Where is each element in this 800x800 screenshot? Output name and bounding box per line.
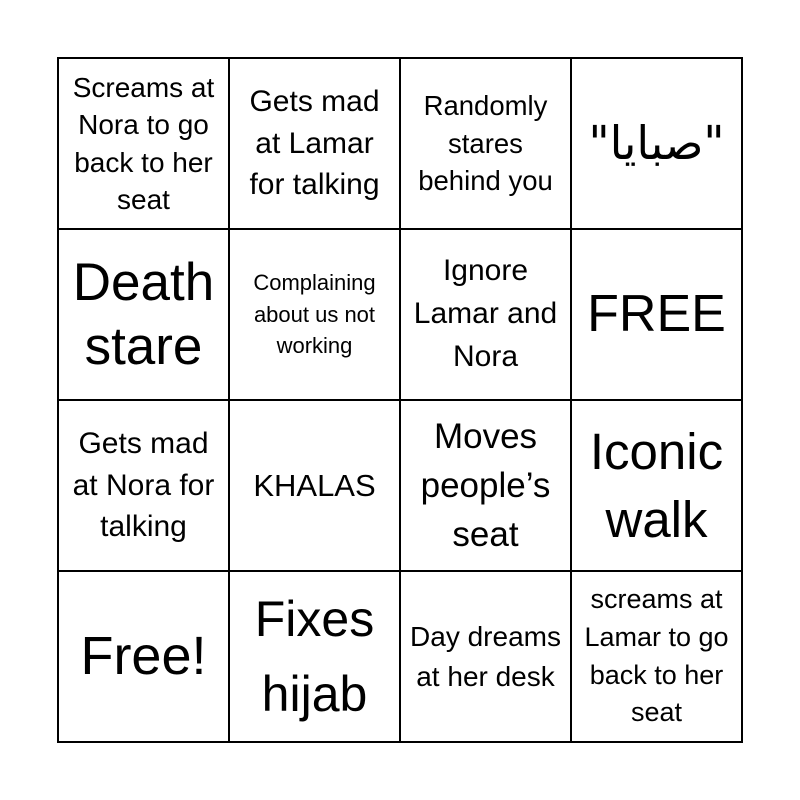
bingo-cell-r3c1[interactable] [58, 400, 229, 571]
bingo-cell-text: Iconic walk [589, 423, 724, 548]
bingo-cell-r1c2[interactable] [229, 58, 400, 229]
bingo-cell-text: Screams at Nora to go back to her seat [72, 72, 215, 215]
bingo-cell-r1c4[interactable] [571, 58, 742, 229]
bingo-cell-r2c3[interactable] [400, 229, 571, 400]
bingo-cell-r4c4[interactable] [571, 571, 742, 742]
bingo-cell-r2c4[interactable] [571, 229, 742, 400]
bingo-cell-text: Day dreams at her desk [410, 620, 561, 692]
bingo-cell-r3c4[interactable] [571, 400, 742, 571]
bingo-cell-r4c2[interactable] [229, 571, 400, 742]
bingo-card [57, 57, 743, 743]
bingo-cell-text: FREE [587, 284, 726, 343]
bingo-cell-text: Gets mad at Lamar for talking [249, 85, 380, 202]
bingo-cell-r4c3[interactable] [400, 571, 571, 742]
bingo-cell-text: KHALAS [253, 467, 376, 503]
bingo-cell-text: screams at Lamar to go back to her seat [584, 583, 729, 728]
bingo-cell-text: Complaining about us not working [253, 269, 376, 359]
bingo-cell-text: "صبايا" [588, 116, 725, 171]
bingo-cell-text: Randomly stares behind you [418, 90, 553, 197]
bingo-cell-r3c2[interactable] [229, 400, 400, 571]
bingo-cell-r1c3[interactable] [400, 58, 571, 229]
bingo-cell-r2c2[interactable] [229, 229, 400, 400]
bingo-cell-r3c3[interactable] [400, 400, 571, 571]
bingo-cell-text: Moves people’s seat [420, 417, 551, 554]
bingo-cell-r4c1[interactable] [58, 571, 229, 742]
bingo-cell-text: Fixes hijab [254, 590, 375, 722]
bingo-cell-text: Free! [80, 626, 207, 687]
bingo-cell-text: Ignore Lamar and Nora [413, 254, 558, 373]
bingo-cell-text: Gets mad at Nora for talking [72, 427, 215, 544]
bingo-cell-text: Death stare [72, 253, 215, 376]
bingo-cell-r1c1[interactable] [58, 58, 229, 229]
bingo-cell-r2c1[interactable] [58, 229, 229, 400]
